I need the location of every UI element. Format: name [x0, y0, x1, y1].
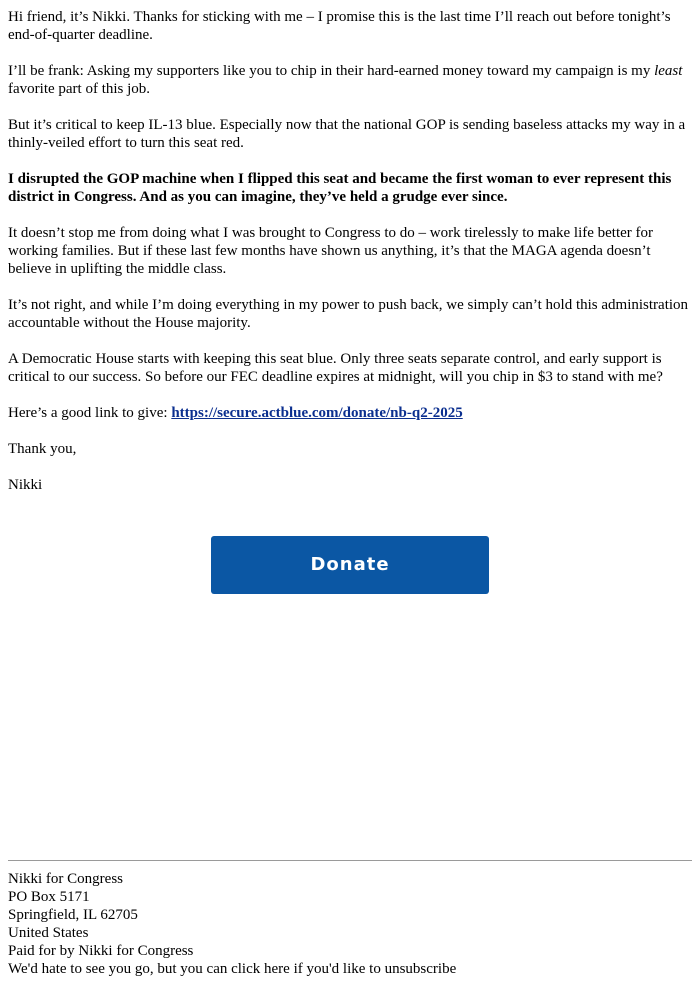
frank-text-start: I’ll be frank: Asking my supporters like you to chip in their hard-earned money toward my campaign is my — [8, 63, 655, 79]
accountable-paragraph: It’s not right, and while I’m doing everything in my power to push back, we simply can’t hold this administration accountable without the House majority. — [8, 297, 689, 331]
donate-link-paragraph — [8, 404, 692, 422]
frank-paragraph — [8, 62, 692, 98]
footer-po-box: PO Box 5171 — [8, 889, 90, 905]
disrupted-paragraph: I disrupted the GOP machine when I flipped this seat and became the first woman to ever represent this district in Congress. And as you can imagine, they’ve held a grudge ever since. — [8, 171, 672, 205]
donate-link[interactable]: https://secure.actblue.com/donate/nb-q2-2025 — [171, 405, 463, 421]
greeting-paragraph: Hi friend, it’s Nikki. Thanks for sticking with me – I promise this is the last time I’ll reach out before tonight’s end-of-quarter deadline. — [8, 9, 671, 43]
donate-button[interactable]: Donate — [211, 536, 489, 594]
signature: Nikki — [8, 477, 43, 493]
link-intro: Here’s a good link to give: — [8, 405, 172, 421]
footer — [8, 870, 692, 978]
closing: Thank you, — [8, 441, 77, 457]
unsubscribe-text[interactable]: We'd hate to see you go, but you can click here if you'd like to unsubscribe — [8, 961, 457, 977]
working-families-paragraph: It doesn’t stop me from doing what I was brought to Congress to do – work tirelessly to make life better for working families. But if these last few months have shown us anything, it’s that the MAGA agenda doesn’t believe in uplifting the middle class. — [8, 225, 654, 277]
frank-text-end: favorite part of this job. — [8, 81, 151, 97]
footer-city: Springfield, IL 62705 — [8, 907, 138, 923]
email-body — [8, 8, 692, 512]
donate-button-container — [211, 536, 489, 594]
least-emphasis: least — [654, 63, 683, 79]
footer-org: Nikki for Congress — [8, 871, 123, 887]
footer-paid-for: Paid for by Nikki for Congress — [8, 943, 194, 959]
critical-paragraph: But it’s critical to keep IL-13 blue. Especially now that the national GOP is sending baseless attacks my way in a thinly-veiled effort to turn this seat red. — [8, 117, 686, 151]
footer-country: United States — [8, 925, 89, 941]
footer-divider — [8, 860, 692, 861]
ask-paragraph: A Democratic House starts with keeping this seat blue. Only three seats separate control, and early support is critical to our success. So before our FEC deadline expires at midnight, will you chip in $3 to stand with me? — [8, 351, 663, 385]
